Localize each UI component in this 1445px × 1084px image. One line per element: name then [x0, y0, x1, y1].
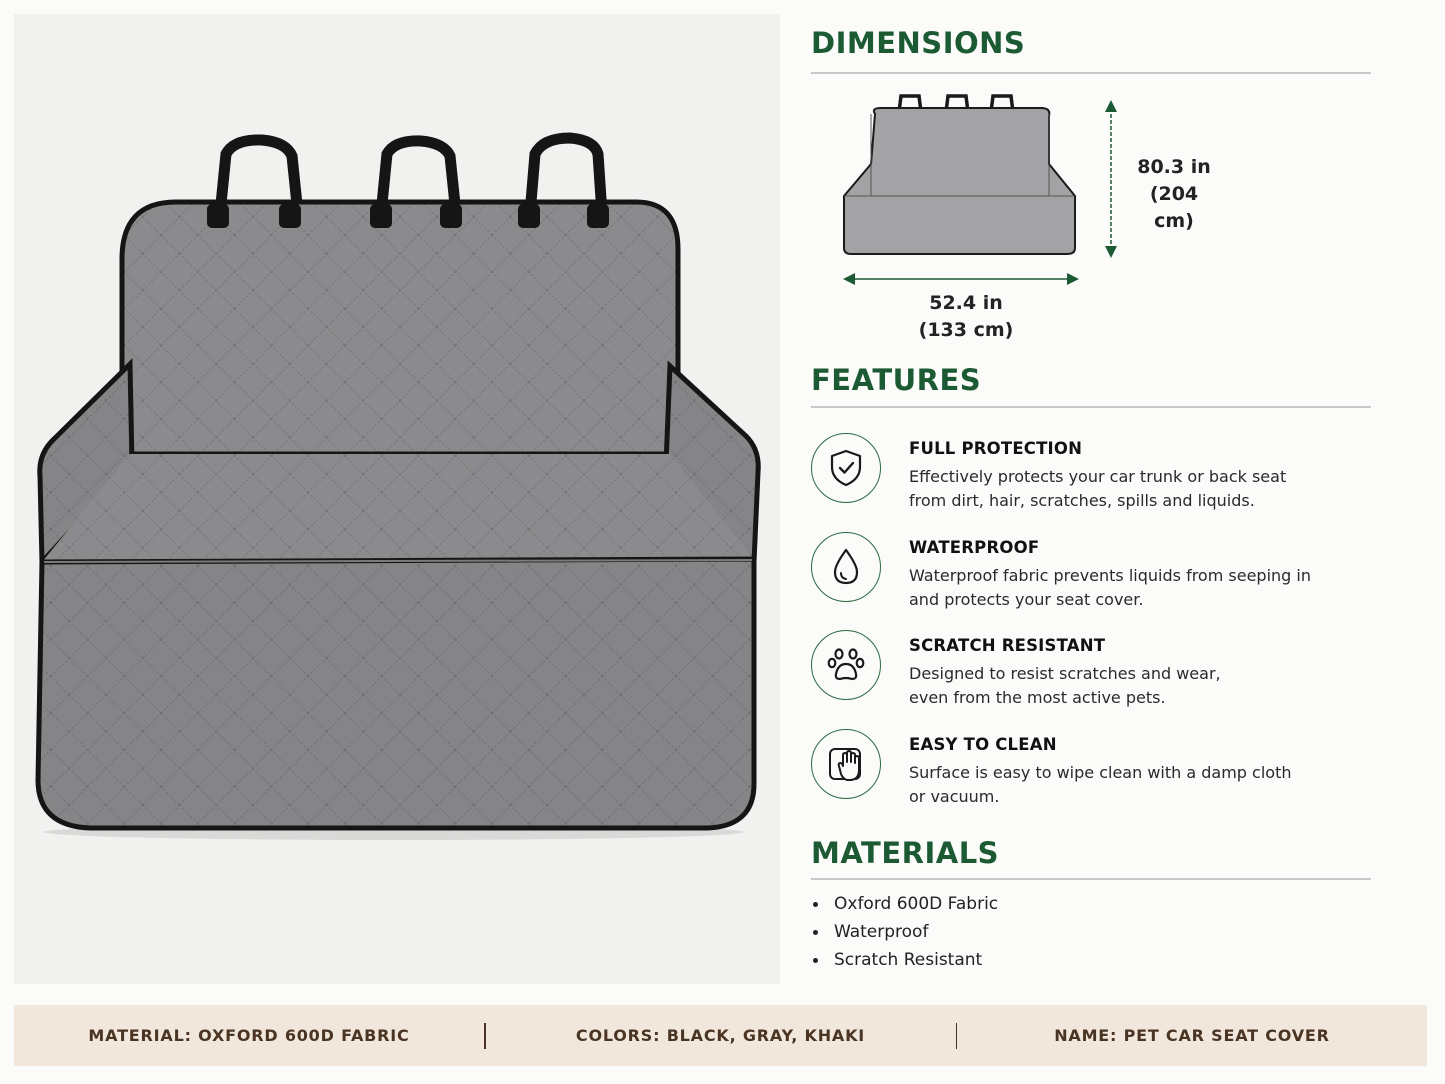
- feature-description-line: even from the most active pets.: [909, 688, 1166, 707]
- width-in: 52.4 in: [929, 292, 1003, 314]
- hand-wipe-icon: [811, 729, 881, 799]
- info-column: [811, 0, 1373, 1000]
- feature-title: SCRATCH RESISTANT: [909, 636, 1106, 655]
- feature-description: [909, 662, 1349, 710]
- list-item: [811, 890, 998, 918]
- width-cm: (133 cm): [918, 319, 1014, 341]
- feature-description-line: and protects your seat cover.: [909, 590, 1144, 609]
- height-arrow: [1101, 98, 1121, 260]
- material-label: Waterproof: [834, 922, 929, 942]
- feature-description-line: Effectively protects your car trunk or back seat: [909, 467, 1287, 486]
- dimensions-divider: [811, 72, 1371, 74]
- material-label: Oxford 600D Fabric: [834, 894, 999, 914]
- spec-colors: COLORS: BLACK, GRAY, KHAKI: [575, 1026, 866, 1045]
- feature-title: FULL PROTECTION: [909, 439, 1083, 458]
- feature-scratch-resistant: [811, 630, 1371, 710]
- materials-title: MATERIALS: [811, 836, 1000, 870]
- features-title: FEATURES: [811, 363, 982, 397]
- width-label: [916, 290, 1016, 344]
- feature-description-line: Waterproof fabric prevents liquids from seeping in: [909, 566, 1311, 585]
- material-label: Scratch Resistant: [834, 950, 983, 970]
- water-drop-icon: [811, 532, 881, 602]
- feature-description: [909, 564, 1349, 612]
- height-cm: (204 cm): [1149, 183, 1199, 232]
- feature-description-line: or vacuum.: [909, 787, 1000, 806]
- feature-full-protection: [811, 433, 1371, 513]
- feature-description-line: from dirt, hair, scratches, spills and liquids.: [909, 491, 1255, 510]
- height-label: [1129, 154, 1219, 235]
- bullet-icon: [813, 902, 818, 907]
- shield-check-icon: [811, 433, 881, 503]
- bullet-icon: [813, 958, 818, 963]
- features-divider: [811, 406, 1371, 408]
- dimensions-title: DIMENSIONS: [811, 26, 1026, 60]
- feature-easy-to-clean: [811, 729, 1371, 809]
- feature-waterproof: [811, 532, 1371, 612]
- list-item: [811, 946, 998, 974]
- feature-description: [909, 465, 1349, 513]
- feature-description-line: Designed to resist scratches and wear,: [909, 664, 1221, 683]
- materials-divider: [811, 878, 1371, 880]
- height-in: 80.3 in: [1137, 156, 1211, 178]
- product-image-panel: [14, 14, 780, 984]
- feature-description-line: Surface is easy to wipe clean with a damp cloth: [909, 763, 1292, 782]
- feature-description: [909, 761, 1349, 809]
- feature-title: WATERPROOF: [909, 538, 1040, 557]
- list-item: [811, 918, 998, 946]
- materials-list: [811, 890, 998, 974]
- spec-material: MATERIAL: OXFORD 600D FABRIC: [88, 1026, 410, 1045]
- spec-bar: [14, 1005, 1427, 1066]
- paw-icon: [811, 630, 881, 700]
- feature-title: EASY TO CLEAN: [909, 735, 1057, 754]
- car-seat-cover-image: [14, 14, 780, 984]
- spec-name: NAME: PET CAR SEAT COVER: [1054, 1026, 1330, 1045]
- width-arrow: [841, 270, 1081, 288]
- bullet-icon: [813, 930, 818, 935]
